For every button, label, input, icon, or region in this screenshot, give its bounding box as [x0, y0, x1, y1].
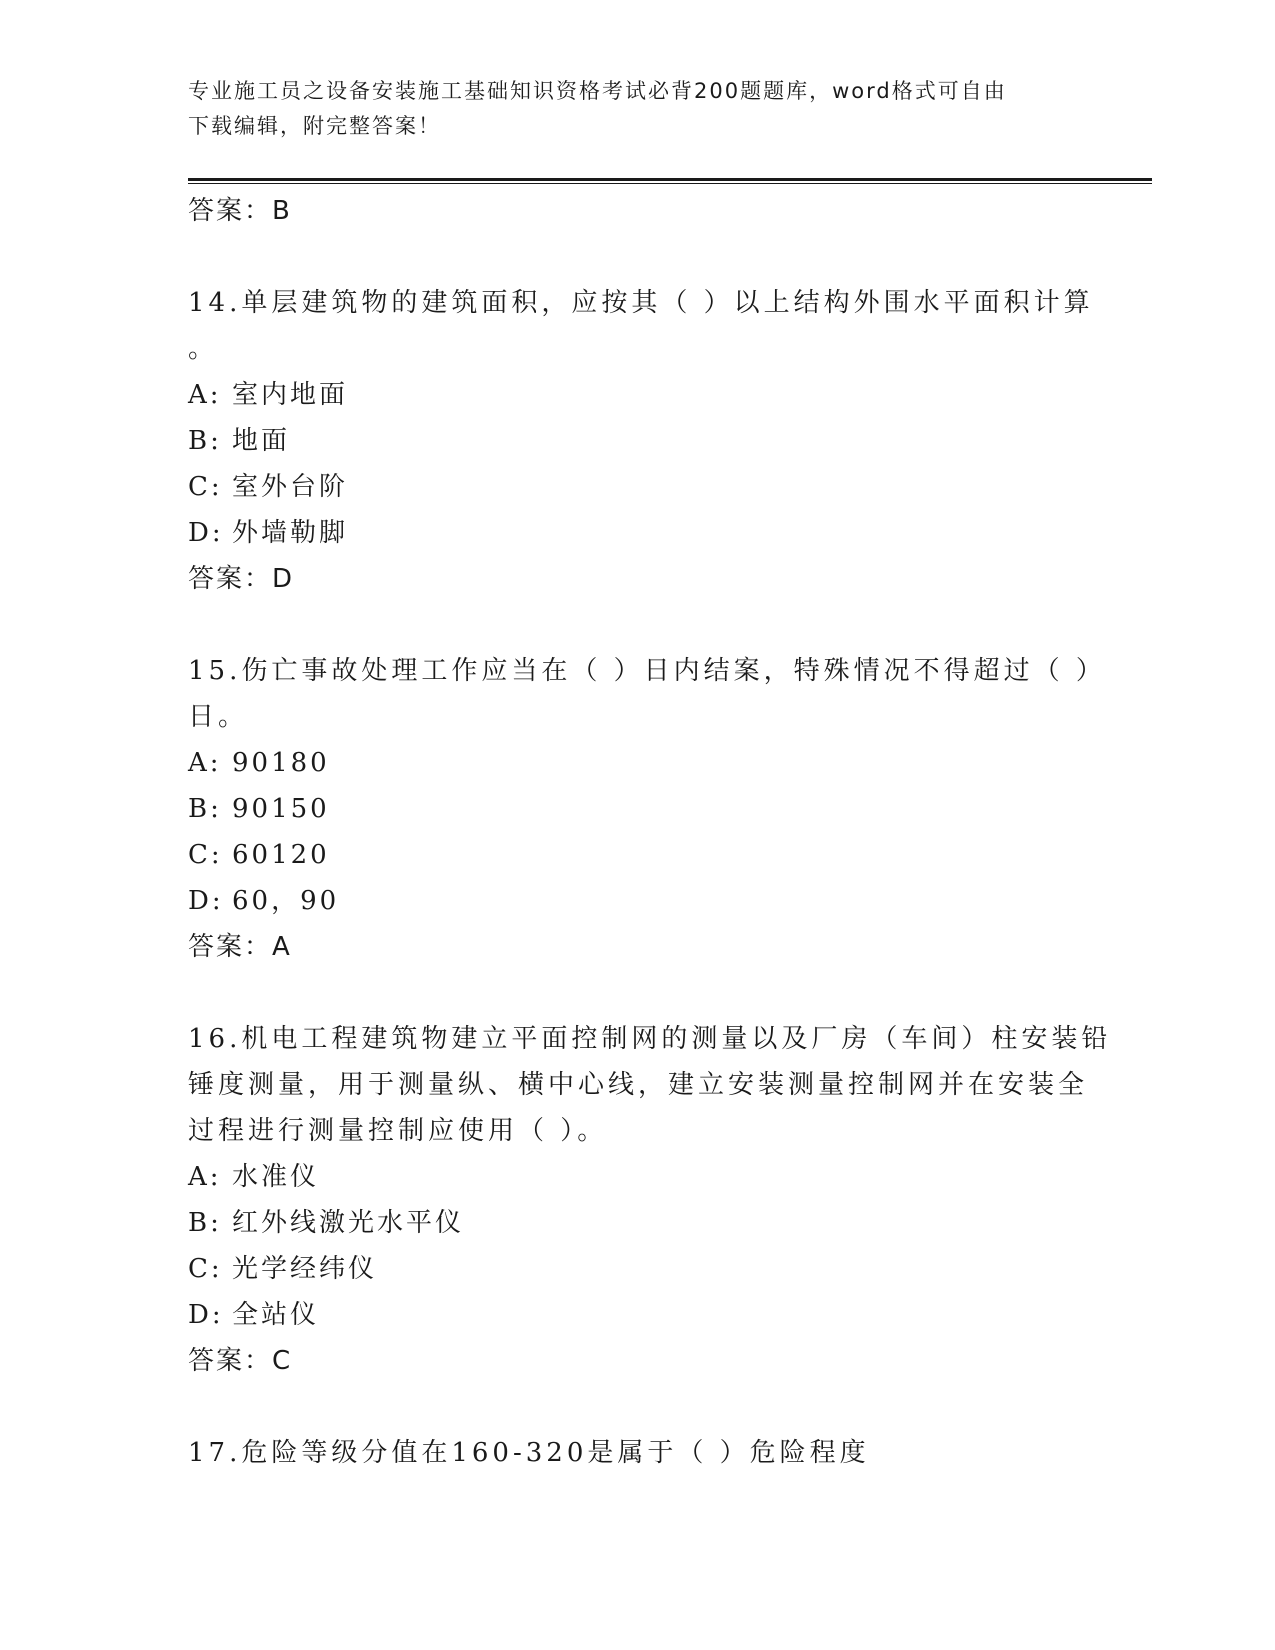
option-key: A: [188, 748, 222, 778]
option-key: D: [188, 518, 224, 548]
option-a [188, 372, 1088, 418]
question-title-line: 15.伤亡事故处理工作应当在（ ）日内结案，特殊情况不得超过（ ） [188, 656, 1106, 686]
option-text: 90180 [232, 748, 330, 778]
spacer [188, 234, 1088, 280]
option-key: B: [188, 794, 222, 824]
question-14 [188, 280, 1094, 602]
question-title-line: 锤度测量，用于测量纵、横中心线，建立安装测量控制网并在安装全 [188, 1070, 1089, 1100]
question-17 [188, 1430, 1088, 1476]
option-d [188, 878, 1088, 924]
question-title-line: 日。 [188, 702, 249, 732]
answer: 答案：A [188, 932, 292, 962]
option-key: C: [188, 1254, 223, 1284]
option-key: C: [188, 840, 223, 870]
option-key: C: [188, 472, 223, 502]
option-text: 红外线激光水平仪 [232, 1208, 465, 1238]
header-line-2: 下载编辑，附完整答案！ [188, 114, 441, 138]
question-list [188, 188, 1112, 1476]
spacer [188, 970, 1088, 1016]
option-b [188, 786, 1088, 832]
option-key: B: [188, 426, 222, 456]
option-d [188, 1292, 1088, 1338]
option-text: 60，90 [232, 886, 340, 916]
option-text: 60120 [232, 840, 330, 870]
option-text: 水准仪 [232, 1162, 320, 1192]
header-rule-thin [188, 183, 1152, 184]
question-title-line: 16.机电工程建筑物建立平面控制网的测量以及厂房（车间）柱安装铅 [188, 1024, 1112, 1054]
option-d [188, 510, 1088, 556]
question-15 [188, 648, 1106, 970]
option-b [188, 418, 1088, 464]
option-key: A: [188, 380, 222, 410]
option-b [188, 1200, 1088, 1246]
option-text: 室外台阶 [232, 472, 349, 502]
option-c [188, 1246, 1088, 1292]
spacer [188, 602, 1088, 648]
question-title-line: 17.危险等级分值在160-320是属于（ ）危险程度 [188, 1438, 870, 1468]
question-title-line: 。 [188, 334, 219, 364]
answer: 答案：C [188, 1346, 293, 1376]
answer: 答案：D [188, 564, 295, 594]
option-key: D: [188, 886, 224, 916]
question-title-line: 过程进行测量控制应使用（ ）。 [188, 1116, 608, 1146]
option-c [188, 832, 1088, 878]
option-text: 全站仪 [232, 1300, 320, 1330]
option-text: 90150 [232, 794, 330, 824]
option-a [188, 1154, 1088, 1200]
header-line-1: 专业施工员之设备安装施工基础知识资格考试必背200题题库，word格式可自由 [188, 79, 1007, 103]
option-c [188, 464, 1088, 510]
option-a [188, 740, 1088, 786]
option-text: 地面 [232, 426, 291, 456]
option-text: 光学经纬仪 [232, 1254, 378, 1284]
document-header [188, 74, 1068, 144]
question-title-line: 14.单层建筑物的建筑面积，应按其（ ）以上结构外围水平面积计算 [188, 288, 1094, 318]
option-key: B: [188, 1208, 222, 1238]
question-16 [188, 1016, 1112, 1384]
option-key: D: [188, 1300, 224, 1330]
option-text: 室内地面 [232, 380, 349, 410]
previous-answer: 答案：B [188, 196, 292, 226]
option-key: A: [188, 1162, 222, 1192]
spacer [188, 1384, 1088, 1430]
header-rule-thick [188, 178, 1152, 181]
option-text: 外墙勒脚 [232, 518, 349, 548]
